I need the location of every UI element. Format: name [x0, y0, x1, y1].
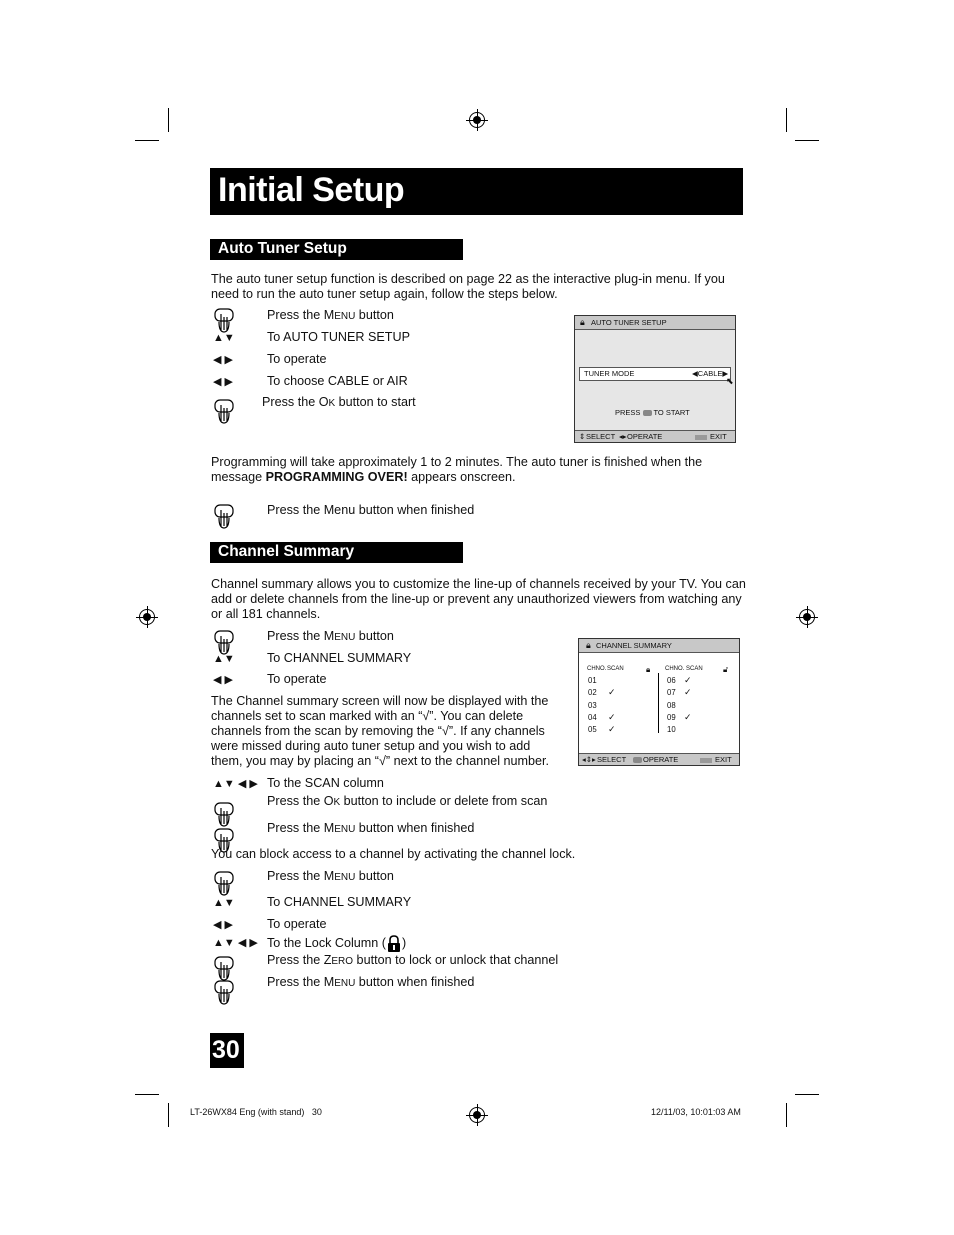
crop-mark	[135, 140, 159, 141]
left-right-arrow-icon: ◀ ▶	[213, 354, 233, 366]
step-choose-cable-air: To choose CABLE or AIR	[267, 374, 408, 388]
operate-arrows-icon: ◂▸	[619, 432, 627, 441]
channel-number: 01	[588, 676, 597, 685]
crop-mark	[168, 1103, 169, 1127]
section-heading-channel-summary	[210, 542, 463, 563]
ok-button-icon	[643, 410, 652, 416]
left-right-arrow-icon: ◀ ▶	[213, 376, 233, 388]
auto-tuner-osd-screen	[574, 315, 736, 443]
lock-icon	[387, 935, 401, 953]
registration-mark-icon	[799, 609, 815, 625]
step-to-operate: To operate	[267, 672, 327, 686]
menu-hand-icon	[214, 504, 234, 530]
channel-number: 04	[588, 713, 597, 722]
crop-mark	[795, 1094, 819, 1095]
lock-icon: 🔒︎	[580, 317, 585, 327]
lock-column-icon: 🔓︎	[723, 665, 729, 674]
step-press-menu-finished: Press the MENU button when finished	[267, 821, 475, 835]
step-press-zero: Press the ZERO button to lock or unlock that channel	[267, 953, 559, 967]
step-press-ok: Press the OK button to start	[262, 395, 416, 409]
step-press-menu: Press the MENU button	[267, 308, 394, 322]
programming-note: Programming will take approximately 1 to 2 minutes. The auto tuner is finished when the message PROGRAMMING OVER! appears onscreen.	[211, 455, 703, 484]
page-number-box	[210, 1033, 244, 1068]
osd-header: 🔒︎ AUTO TUNER SETUP	[575, 316, 735, 330]
ok-button-icon	[633, 754, 642, 765]
exit-button-icon	[695, 431, 707, 442]
step-press-ok: Press the OK button to include or delete from scan	[267, 794, 548, 808]
step-press-menu-finished: Press the Menu button when finished	[267, 503, 475, 517]
scan-check[interactable]: ✓	[684, 675, 692, 685]
channel-summary-intro: Channel summary allows you to customize the line-up of channels received by your TV. You can add or delete channels from the line-up or prevent any unauthorized viewers from watching any or all 181 channels.	[211, 577, 746, 621]
left-right-arrow-icon: ◀ ▶	[213, 919, 233, 931]
four-way-arrow-icon: ▲▼ ◀ ▶	[213, 937, 258, 949]
crop-mark	[786, 108, 787, 132]
page-title-bar	[210, 168, 743, 215]
section-heading-auto-tuner	[210, 239, 463, 260]
osd-footer: ◂⇕▸ SELECT OPERATE EXIT	[579, 753, 739, 765]
scan-check[interactable]: ✓	[608, 712, 616, 722]
crop-mark	[135, 1094, 159, 1095]
osd-header: 🔒︎ CHANNEL SUMMARY	[579, 639, 739, 653]
channel-summary-description: The Channel summary screen will now be displayed with the channels set to scan marked with an “√”. You can delete channels from the scan by removing the “√”. If any channels were missed during auto tuner setup and you wish to add them, you may by placing an “√” next to the channel number.	[211, 694, 550, 768]
crop-mark	[795, 140, 819, 141]
crop-mark	[786, 1103, 787, 1127]
channel-number: 07	[667, 688, 676, 697]
tuner-mode-row: TUNER MODE ◀CABLE▶	[579, 367, 731, 381]
channel-number: 05	[588, 725, 597, 734]
scan-check[interactable]: ✓	[608, 687, 616, 697]
tuner-mode-value: ◀CABLE▶	[692, 369, 729, 378]
page-title: Initial Setup	[218, 171, 405, 209]
step-to-operate: To operate	[267, 352, 327, 366]
step-to-lock-column: To the Lock Column ( )	[267, 935, 406, 953]
up-down-arrow-icon: ▲▼	[213, 332, 235, 344]
osd-footer: ⇕ SELECT ◂▸ OPERATE EXIT	[575, 430, 735, 442]
menu-hand-icon	[214, 308, 234, 334]
channel-number: 02	[588, 688, 597, 697]
step-to-auto-tuner-setup: To AUTO TUNER SETUP	[267, 330, 410, 344]
menu-hand-icon	[214, 956, 234, 982]
footer-timestamp: 12/11/03, 10:01:03 AM	[651, 1107, 741, 1117]
section-heading-text: Auto Tuner Setup	[218, 240, 347, 257]
registration-mark-icon	[469, 112, 485, 128]
cursor-icon: ⬉	[726, 376, 734, 386]
up-down-arrow-icon: ▲▼	[213, 653, 235, 665]
osd-body: CHNO. SCAN 🔒︎ CHNO. SCAN 🔓︎ 01 02 ✓ 03 04 ✓ 05 ✓ 06 ✓ 07 ✓ 08 09 ✓ 10	[579, 653, 739, 753]
channel-number: 10	[667, 725, 676, 734]
lock-intro: You can block access to a channel by activating the channel lock.	[211, 847, 576, 861]
section-heading-text: Channel Summary	[218, 543, 355, 560]
channel-number: 08	[667, 701, 676, 710]
up-down-arrow-icon: ▲▼	[213, 897, 235, 909]
step-to-operate: To operate	[267, 917, 327, 931]
page-number: 30	[212, 1036, 240, 1064]
scan-check[interactable]: ✓	[684, 687, 692, 697]
channel-number: 09	[667, 713, 676, 722]
lock-icon: 🔒︎	[586, 640, 591, 650]
scan-check[interactable]: ✓	[684, 712, 692, 722]
menu-hand-icon	[214, 399, 234, 425]
step-press-menu: Press the MENU button	[267, 869, 394, 883]
channel-number: 03	[588, 701, 597, 710]
channel-summary-osd-screen	[578, 638, 740, 766]
crop-mark	[168, 108, 169, 132]
left-right-arrow-icon: ◀ ▶	[213, 674, 233, 686]
step-press-menu-finished: Press the MENU button when finished	[267, 975, 475, 989]
channel-number: 06	[667, 676, 676, 685]
auto-tuner-intro: The auto tuner setup function is described on page 22 as the interactive plug-in menu. If you need to run the auto tuner setup again, follow the steps below.	[211, 272, 725, 301]
registration-mark-icon	[139, 609, 155, 625]
registration-mark-icon	[469, 1107, 485, 1123]
lock-column-icon: 🔒︎	[646, 665, 651, 674]
exit-button-icon	[700, 754, 712, 765]
step-to-scan-column: To the SCAN column	[267, 776, 384, 790]
osd-body	[575, 330, 735, 430]
footer-file-info: LT-26WX84 Eng (with stand) 30	[190, 1107, 322, 1117]
press-to-start: PRESS TO START	[615, 408, 690, 417]
four-way-arrow-icon: ▲▼ ◀ ▶	[213, 778, 258, 790]
menu-hand-icon	[214, 871, 234, 897]
menu-hand-icon	[214, 980, 234, 1006]
select-arrows-icon: ⇕	[579, 432, 586, 441]
select-arrows-icon: ◂⇕▸	[582, 755, 596, 764]
step-to-channel-summary: To CHANNEL SUMMARY	[267, 895, 412, 909]
scan-check[interactable]: ✓	[608, 724, 616, 734]
step-press-menu: Press the MENU button	[267, 629, 394, 643]
step-to-channel-summary: To CHANNEL SUMMARY	[267, 651, 412, 665]
menu-hand-icon	[214, 802, 234, 828]
column-divider	[658, 673, 659, 733]
